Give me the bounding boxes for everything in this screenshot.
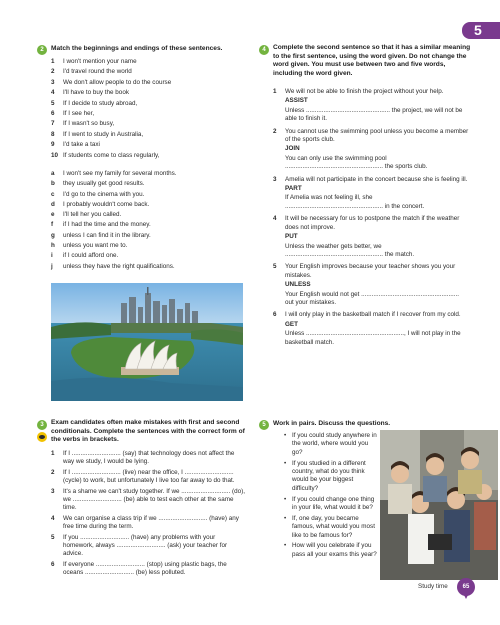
transformation-item [273, 128, 469, 172]
sentence-ending [51, 220, 251, 230]
key-word: JOIN [285, 145, 300, 153]
sentence-beginning [51, 88, 251, 98]
unit-tab [462, 22, 500, 39]
item-key: c [51, 190, 55, 198]
item-text: I'd go to the cinema with you. [63, 190, 145, 198]
item-text: if I could afford one. [63, 252, 119, 260]
item-text: I'd travel round the world [63, 68, 132, 76]
item-key: i [51, 252, 53, 260]
exercise-2-instruction: Match the beginnings and endings of these sentences. [51, 45, 223, 52]
exercise-5-instruction: Work in pairs. Discuss the questions. [273, 420, 391, 427]
sentence-ending [51, 179, 251, 189]
item-key: g [51, 231, 55, 239]
answer-line: Unless ................................................ the project, we will not be able to finish it. [285, 106, 463, 123]
sentence-ending [51, 231, 251, 241]
item-key: 6 [51, 560, 55, 568]
key-word: PUT [285, 233, 298, 241]
item-key: 3 [51, 487, 55, 495]
sentence-beginning [51, 109, 251, 119]
transformation-item [273, 176, 469, 212]
item-text: If I ............................ (live) near the office, I ............................ (cycle) to work, but unfortunately I live too far away to do that. [63, 468, 235, 485]
item-key: j [51, 262, 53, 270]
item-sentence: I will only play in the basketball match if I recover from my cold. [285, 311, 461, 319]
gap-fill-item [51, 561, 246, 578]
gap-fill-item [51, 515, 246, 532]
item-text: It's a shame we can't study together. If we ............................ (do), we ............................ (be) able to test each other at the same time. [63, 487, 245, 512]
item-key: f [51, 221, 54, 229]
item-key: 2 [51, 68, 55, 76]
item-body [285, 176, 469, 212]
item-body [285, 215, 469, 259]
item-key: 6 [273, 311, 277, 319]
item-text: If I went to study in Australia, [63, 130, 144, 138]
key-word: PART [285, 185, 302, 193]
item-text: I'd take a taxi [63, 141, 100, 149]
item-text: If everyone ............................ (stop) using plastic bags, the oceans ............................ (be) less polluted. [63, 560, 227, 577]
item-key: 10 [51, 151, 59, 159]
exercise-2-endings [51, 169, 251, 272]
item-body [285, 88, 469, 124]
item-text: If I ............................ (say) that technology does not affect the way we study, I would be lying. [63, 450, 235, 466]
item-key: 7 [51, 120, 55, 128]
key-word: UNLESS [285, 281, 311, 289]
item-body [285, 263, 469, 307]
exercise-2-beginnings [51, 57, 251, 161]
item-key: 9 [51, 141, 55, 149]
item-sentence: We will not be able to finish the project without your help. [285, 88, 444, 95]
page-number-badge [457, 578, 475, 596]
exercise-5-questions [283, 432, 379, 562]
discussion-question: • How will you celebrate if you pass all your exams this year? [283, 542, 379, 559]
sentence-beginning [51, 119, 251, 129]
exercise-4-instruction: Complete the second sentence so that it has a similar meaning to the first sentence, using the word given. Do not change the word given. You must use between two and five words, including the word given. [273, 44, 471, 77]
exam-eye-icon [37, 432, 47, 442]
transformation-item [273, 88, 469, 124]
item-sentence: You cannot use the swimming pool unless you become a member of the sports club. [285, 127, 469, 144]
item-text: unless you want me to. [63, 242, 128, 250]
item-key: 4 [273, 215, 277, 223]
item-text: I'll have to buy the book [63, 89, 129, 97]
exercise-5-badge: 5 [259, 420, 269, 430]
item-key: 1 [51, 450, 55, 457]
item-text: If I decide to study abroad, [63, 99, 138, 107]
sentence-beginning [51, 99, 251, 109]
item-key: 5 [51, 533, 55, 541]
item-key: 4 [51, 514, 55, 522]
gap-fill-item [51, 488, 246, 513]
answer-line: Unless the weather gets better, we ........................................................ the match. [285, 242, 415, 258]
item-text: unless they have the right qualifications. [63, 262, 175, 270]
item-key: 1 [51, 57, 55, 65]
sentence-beginning [51, 151, 251, 161]
item-key: 5 [273, 263, 277, 271]
item-body [285, 128, 469, 172]
transformation-item [273, 263, 469, 307]
unit-number: 5 [474, 22, 482, 38]
item-key: 6 [51, 109, 55, 117]
item-text: I probably wouldn't come back. [63, 200, 150, 208]
exercise-3-items [51, 450, 246, 580]
exercise-3-instruction: Exam candidates often make mistakes with first and second conditionals. Complete the sentences with the correct form of the verbs in brackets. [51, 419, 245, 444]
exercise-4-items [273, 88, 469, 351]
item-body [285, 311, 469, 347]
sentence-ending [51, 190, 251, 200]
exercise-3-badge: 3 [37, 420, 47, 430]
sentence-ending [51, 241, 251, 251]
discussion-question: • If, one day, you became famous, what would you most like to be famous for? [283, 515, 379, 540]
item-sentence: Amelia will not participate in the concert because she is feeling ill. [285, 175, 468, 183]
sentence-ending [51, 200, 251, 210]
discussion-question: • If you could study anywhere in the world, where would you go? [283, 432, 379, 457]
sentence-beginning [51, 78, 251, 88]
sydney-photo [51, 283, 243, 401]
item-key: 4 [51, 89, 55, 97]
sydney-opera-house-image [51, 283, 243, 401]
gap-fill-item [51, 534, 246, 559]
transformation-item [273, 215, 469, 259]
sentence-beginning [51, 140, 251, 150]
item-key: h [51, 242, 55, 250]
footer-label: Study time [418, 583, 448, 590]
page-number: 65 [462, 584, 470, 590]
item-key: 3 [51, 78, 55, 86]
item-key: 3 [273, 175, 277, 183]
sentence-ending [51, 169, 251, 179]
item-text: If I see her, [63, 109, 95, 117]
sentence-beginning [51, 57, 251, 67]
item-sentence: Your English improves because your teacher shows you your mistakes. [285, 263, 456, 279]
item-text: We don't allow people to do the course [63, 78, 172, 86]
sentence-beginning [51, 130, 251, 140]
item-sentence: It will be necessary for us to postpone the match if the weather does not improve. [285, 215, 460, 231]
transformation-item [273, 311, 469, 347]
exercise-4-badge: 4 [259, 45, 269, 55]
item-key: b [51, 180, 55, 188]
item-key: 5 [51, 99, 55, 107]
item-key: d [51, 200, 55, 208]
sentence-ending [51, 262, 251, 272]
gap-fill-item [51, 469, 246, 486]
item-text: If you ............................ (have) any problems with your homework, always ............................ (ask) your teacher for advice. [63, 533, 228, 558]
answer-line: You can only use the swimming pool ........................................................ the sports club. [285, 154, 428, 171]
item-key: 2 [51, 468, 55, 476]
item-text: I'll tell her you called. [63, 211, 122, 219]
item-text: I won't see my family for several months. [63, 169, 177, 177]
item-key: a [51, 169, 55, 177]
item-text: If I wasn't so busy, [63, 120, 115, 128]
key-word: GET [285, 320, 298, 328]
students-group-image [380, 430, 498, 580]
item-text: We can organise a class trip if we ............................ (have) any free time during the term. [63, 514, 239, 531]
sentence-ending [51, 210, 251, 220]
discussion-question: • If you could change one thing in your life, what would it be? [283, 496, 379, 513]
answer-line: Your English would not get ........................................................ out your mistakes. [285, 290, 460, 306]
students-photo [380, 430, 498, 580]
answer-line: If Amelia was not feeling ill, she ........................................................ in the concert. [285, 194, 425, 210]
sentence-ending [51, 251, 251, 261]
item-key: 8 [51, 130, 55, 138]
item-text: I won't mention your name [63, 57, 137, 65]
item-text: they usually get good results. [63, 180, 145, 188]
item-text: If students come to class regularly, [63, 151, 160, 159]
item-key: e [51, 211, 55, 219]
item-text: unless I can find it in the library. [63, 231, 151, 239]
answer-line: Unless ........................................................, I will not play in the basketball match. [285, 330, 461, 346]
key-word: ASSIST [285, 97, 308, 105]
item-key: 1 [273, 88, 277, 95]
item-key: 2 [273, 127, 277, 135]
exercise-2-badge: 2 [37, 45, 47, 55]
discussion-question: • If you studied in a different country, what do you think would be your biggest difficulty? [283, 460, 379, 494]
gap-fill-item [51, 450, 246, 467]
sentence-beginning [51, 67, 251, 77]
item-text: if I had the time and the money. [63, 221, 151, 229]
